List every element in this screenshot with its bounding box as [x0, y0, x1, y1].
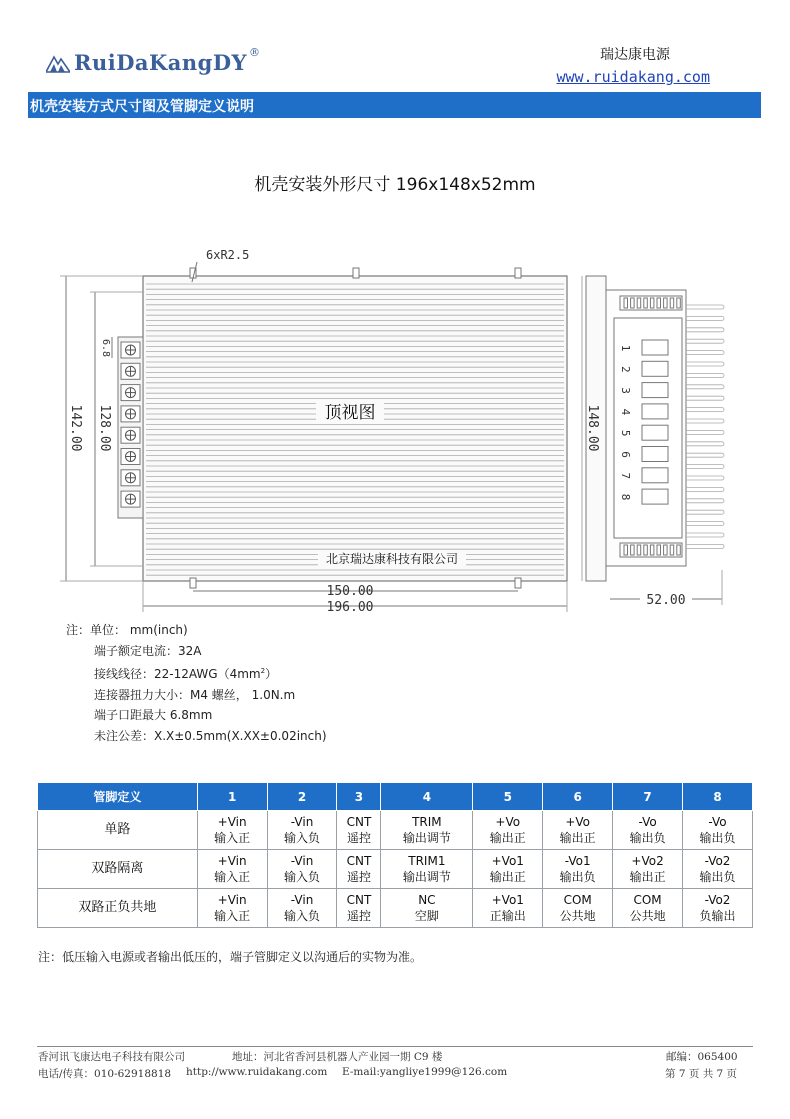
footer-postcode: 邮编：065400	[666, 1051, 738, 1063]
pin-number-label: 6	[619, 451, 632, 458]
pin-cell	[337, 889, 381, 928]
pin-description: 遥控	[346, 909, 371, 923]
dim-148-label: 148.00	[585, 404, 600, 452]
pin-signal: +Vo2	[631, 854, 664, 868]
pin-number-label: 1	[619, 344, 632, 352]
row-label: 单路	[38, 811, 198, 850]
row-label: 双路正负共地	[38, 889, 198, 928]
pin-description: 输出负	[629, 831, 666, 845]
pin-cell	[613, 889, 683, 928]
note-pitch: 端子口距最大 6.8mm	[94, 708, 213, 722]
pin-cell	[197, 811, 267, 850]
side-terminal	[642, 383, 668, 398]
table-header-pin-3: 3	[337, 783, 381, 811]
pin-signal: +Vo1	[491, 893, 524, 907]
pin-description: 输入正	[214, 831, 251, 845]
notes-block	[66, 620, 327, 746]
side-terminal	[642, 447, 668, 462]
footer-website[interactable]: http://www.ruidakang.com	[186, 1066, 328, 1078]
logo-text: RuiDaKangDY	[74, 50, 248, 75]
pin-cell	[683, 889, 753, 928]
pin-description: 输入正	[214, 870, 251, 884]
pin-signal: -Vin	[290, 815, 314, 829]
side-terminal	[642, 404, 668, 419]
pin-description: 输出正	[489, 870, 526, 884]
table-row	[38, 889, 753, 928]
pin-signal: COM	[563, 893, 592, 907]
pin-cell	[543, 889, 613, 928]
pin-signal: -Vo	[638, 815, 657, 829]
table-header-pin-5: 5	[473, 783, 543, 811]
pin-cell	[197, 850, 267, 889]
pin-signal: TRIM	[412, 815, 442, 829]
table-header-pin-8: 8	[683, 783, 753, 811]
footer-phone: 电话/传真：010-62918818	[38, 1068, 172, 1080]
registered-mark: ®	[249, 46, 261, 59]
company-url-link[interactable]: www.ruidakang.com	[556, 68, 710, 86]
pin-cell	[473, 850, 543, 889]
pin-cell	[543, 850, 613, 889]
side-terminal	[642, 489, 668, 504]
note-wire-gauge: 接线线径：$22-12AWG(4mm^2)$	[94, 667, 278, 681]
mount-notch	[190, 578, 196, 588]
dim-6-8-label: 6.8	[100, 338, 111, 358]
drawing-title: 机壳安装外形尺寸 196x148x52mm	[254, 175, 536, 195]
table-header-pin-2: 2	[267, 783, 337, 811]
pin-cell	[543, 811, 613, 850]
dim-128-label: 128.00	[97, 404, 112, 452]
side-terminal	[642, 468, 668, 483]
top-view-label: 顶视图	[324, 403, 376, 423]
pin-description: 输出正	[629, 870, 666, 884]
pin-cell	[613, 811, 683, 850]
pin-signal: TRIM1	[408, 854, 446, 868]
pin-signal: -Vin	[290, 854, 314, 868]
pin-signal: +Vin	[217, 893, 247, 907]
pin-cell	[683, 811, 753, 850]
pin-signal: -Vin	[290, 893, 314, 907]
dim-142-label: 142.00	[68, 404, 83, 452]
pin-cell	[613, 850, 683, 889]
pin-number-label: 8	[619, 493, 632, 501]
pin-description: 输出调节	[402, 831, 451, 845]
pin-description: 输出正	[559, 831, 596, 845]
table-header-pin-definition: 管脚定义	[38, 783, 198, 811]
pin-cell	[267, 850, 337, 889]
pin-description: 公共地	[629, 909, 666, 923]
pin-description: 输出负	[699, 831, 736, 845]
table-header-pin-7: 7	[613, 783, 683, 811]
pin-description: 空脚	[414, 909, 439, 923]
pin-description: 输出负	[559, 870, 596, 884]
dim-52-label: 52.00	[646, 593, 686, 608]
pin-cell	[267, 811, 337, 850]
pin-description: 输入正	[214, 909, 251, 923]
pin-description: 负输出	[699, 909, 736, 923]
side-terminal	[642, 340, 668, 355]
mount-notch	[515, 578, 521, 588]
pin-signal: COM	[633, 893, 662, 907]
radius-label: 6xR2.5	[206, 248, 250, 262]
row-label: 双路隔离	[38, 850, 198, 889]
pin-signal: +Vo	[565, 815, 591, 829]
pin-signal: CNT	[346, 854, 372, 868]
pin-signal: CNT	[346, 815, 372, 829]
table-header-row	[38, 783, 753, 811]
top-view-outline	[143, 276, 567, 581]
section-title: 机壳安装方式尺寸图及管脚定义说明	[30, 99, 254, 115]
table-header-pin-4: 4	[381, 783, 473, 811]
pin-signal: -Vo	[708, 815, 727, 829]
pin-number-label: 2	[619, 365, 632, 373]
pin-cell	[381, 811, 473, 850]
side-terminal	[642, 361, 668, 376]
footer-divider	[37, 1046, 753, 1047]
pin-signal: CNT	[346, 893, 372, 907]
dim-150-label: 150.00	[326, 584, 374, 599]
pin-signal: NC	[418, 893, 436, 907]
pin-number-label: 3	[619, 387, 632, 394]
pin-cell	[683, 850, 753, 889]
pin-description: 输出调节	[402, 870, 451, 884]
company-name-cn: 瑞达康电源	[600, 47, 670, 63]
pin-description: 输入负	[284, 870, 321, 884]
pin-cell	[337, 811, 381, 850]
pin-description: 遥控	[346, 831, 371, 845]
table-header-pin-6: 6	[543, 783, 613, 811]
pin-cell	[473, 889, 543, 928]
pin-cell	[267, 889, 337, 928]
pin-signal: -Vo2	[704, 893, 731, 907]
pin-signal: +Vo1	[491, 854, 524, 868]
note-torque: 连接器扭力大小：M4 螺丝， 1.0N.m	[94, 687, 296, 702]
pin-signal: -Vo1	[564, 854, 591, 868]
pin-number-label: 5	[619, 429, 632, 437]
pin-cell	[381, 850, 473, 889]
footer-page: 第 7 页 共 7 页	[665, 1068, 738, 1080]
mount-notch	[515, 268, 521, 278]
table-header-pin-1: 1	[197, 783, 267, 811]
pin-description: 输入负	[284, 909, 321, 923]
pin-signal: +Vin	[217, 854, 247, 868]
pin-description: 输出负	[699, 870, 736, 884]
pin-definition-table	[37, 782, 753, 928]
note-unit: 注：单位： mm(inch)	[66, 623, 188, 637]
pin-description: 公共地	[559, 909, 596, 923]
pin-cell	[473, 811, 543, 850]
pin-description: 遥控	[346, 870, 371, 884]
note-tolerance: 未注公差：X.X±0.5mm(X.XX±0.02inch)	[94, 728, 327, 743]
footer-email[interactable]: E-mail:yangliye1999@126.com	[342, 1066, 508, 1078]
mount-notch	[353, 268, 359, 278]
table-row	[38, 811, 753, 850]
pin-cell	[381, 889, 473, 928]
note-current: 端子额定电流：32A	[94, 643, 202, 658]
pin-description: 输入负	[284, 831, 321, 845]
pin-signal: +Vin	[217, 815, 247, 829]
pin-number-label: 7	[619, 472, 632, 480]
pin-number-label: 4	[619, 408, 632, 416]
table-row	[38, 850, 753, 889]
pin-signal: +Vo	[495, 815, 521, 829]
footer-address: 地址：河北省香河县机器人产业园一期 C9 楼	[232, 1051, 443, 1063]
side-terminal	[642, 425, 668, 440]
pin-cell	[197, 889, 267, 928]
pin-description: 输出正	[489, 831, 526, 845]
pin-description: 正输出	[489, 909, 526, 923]
dim-196-label: 196.00	[326, 600, 374, 615]
pin-cell	[337, 850, 381, 889]
watermark-company: 北京瑞达康科技有限公司	[325, 552, 459, 566]
pin-signal: -Vo2	[704, 854, 731, 868]
footer-note: 注：低压输入电源或者输出低压的，端子管脚定义以沟通后的实物为准。	[38, 950, 423, 964]
footer-company: 香河讯飞康达电子科技有限公司	[38, 1051, 185, 1063]
